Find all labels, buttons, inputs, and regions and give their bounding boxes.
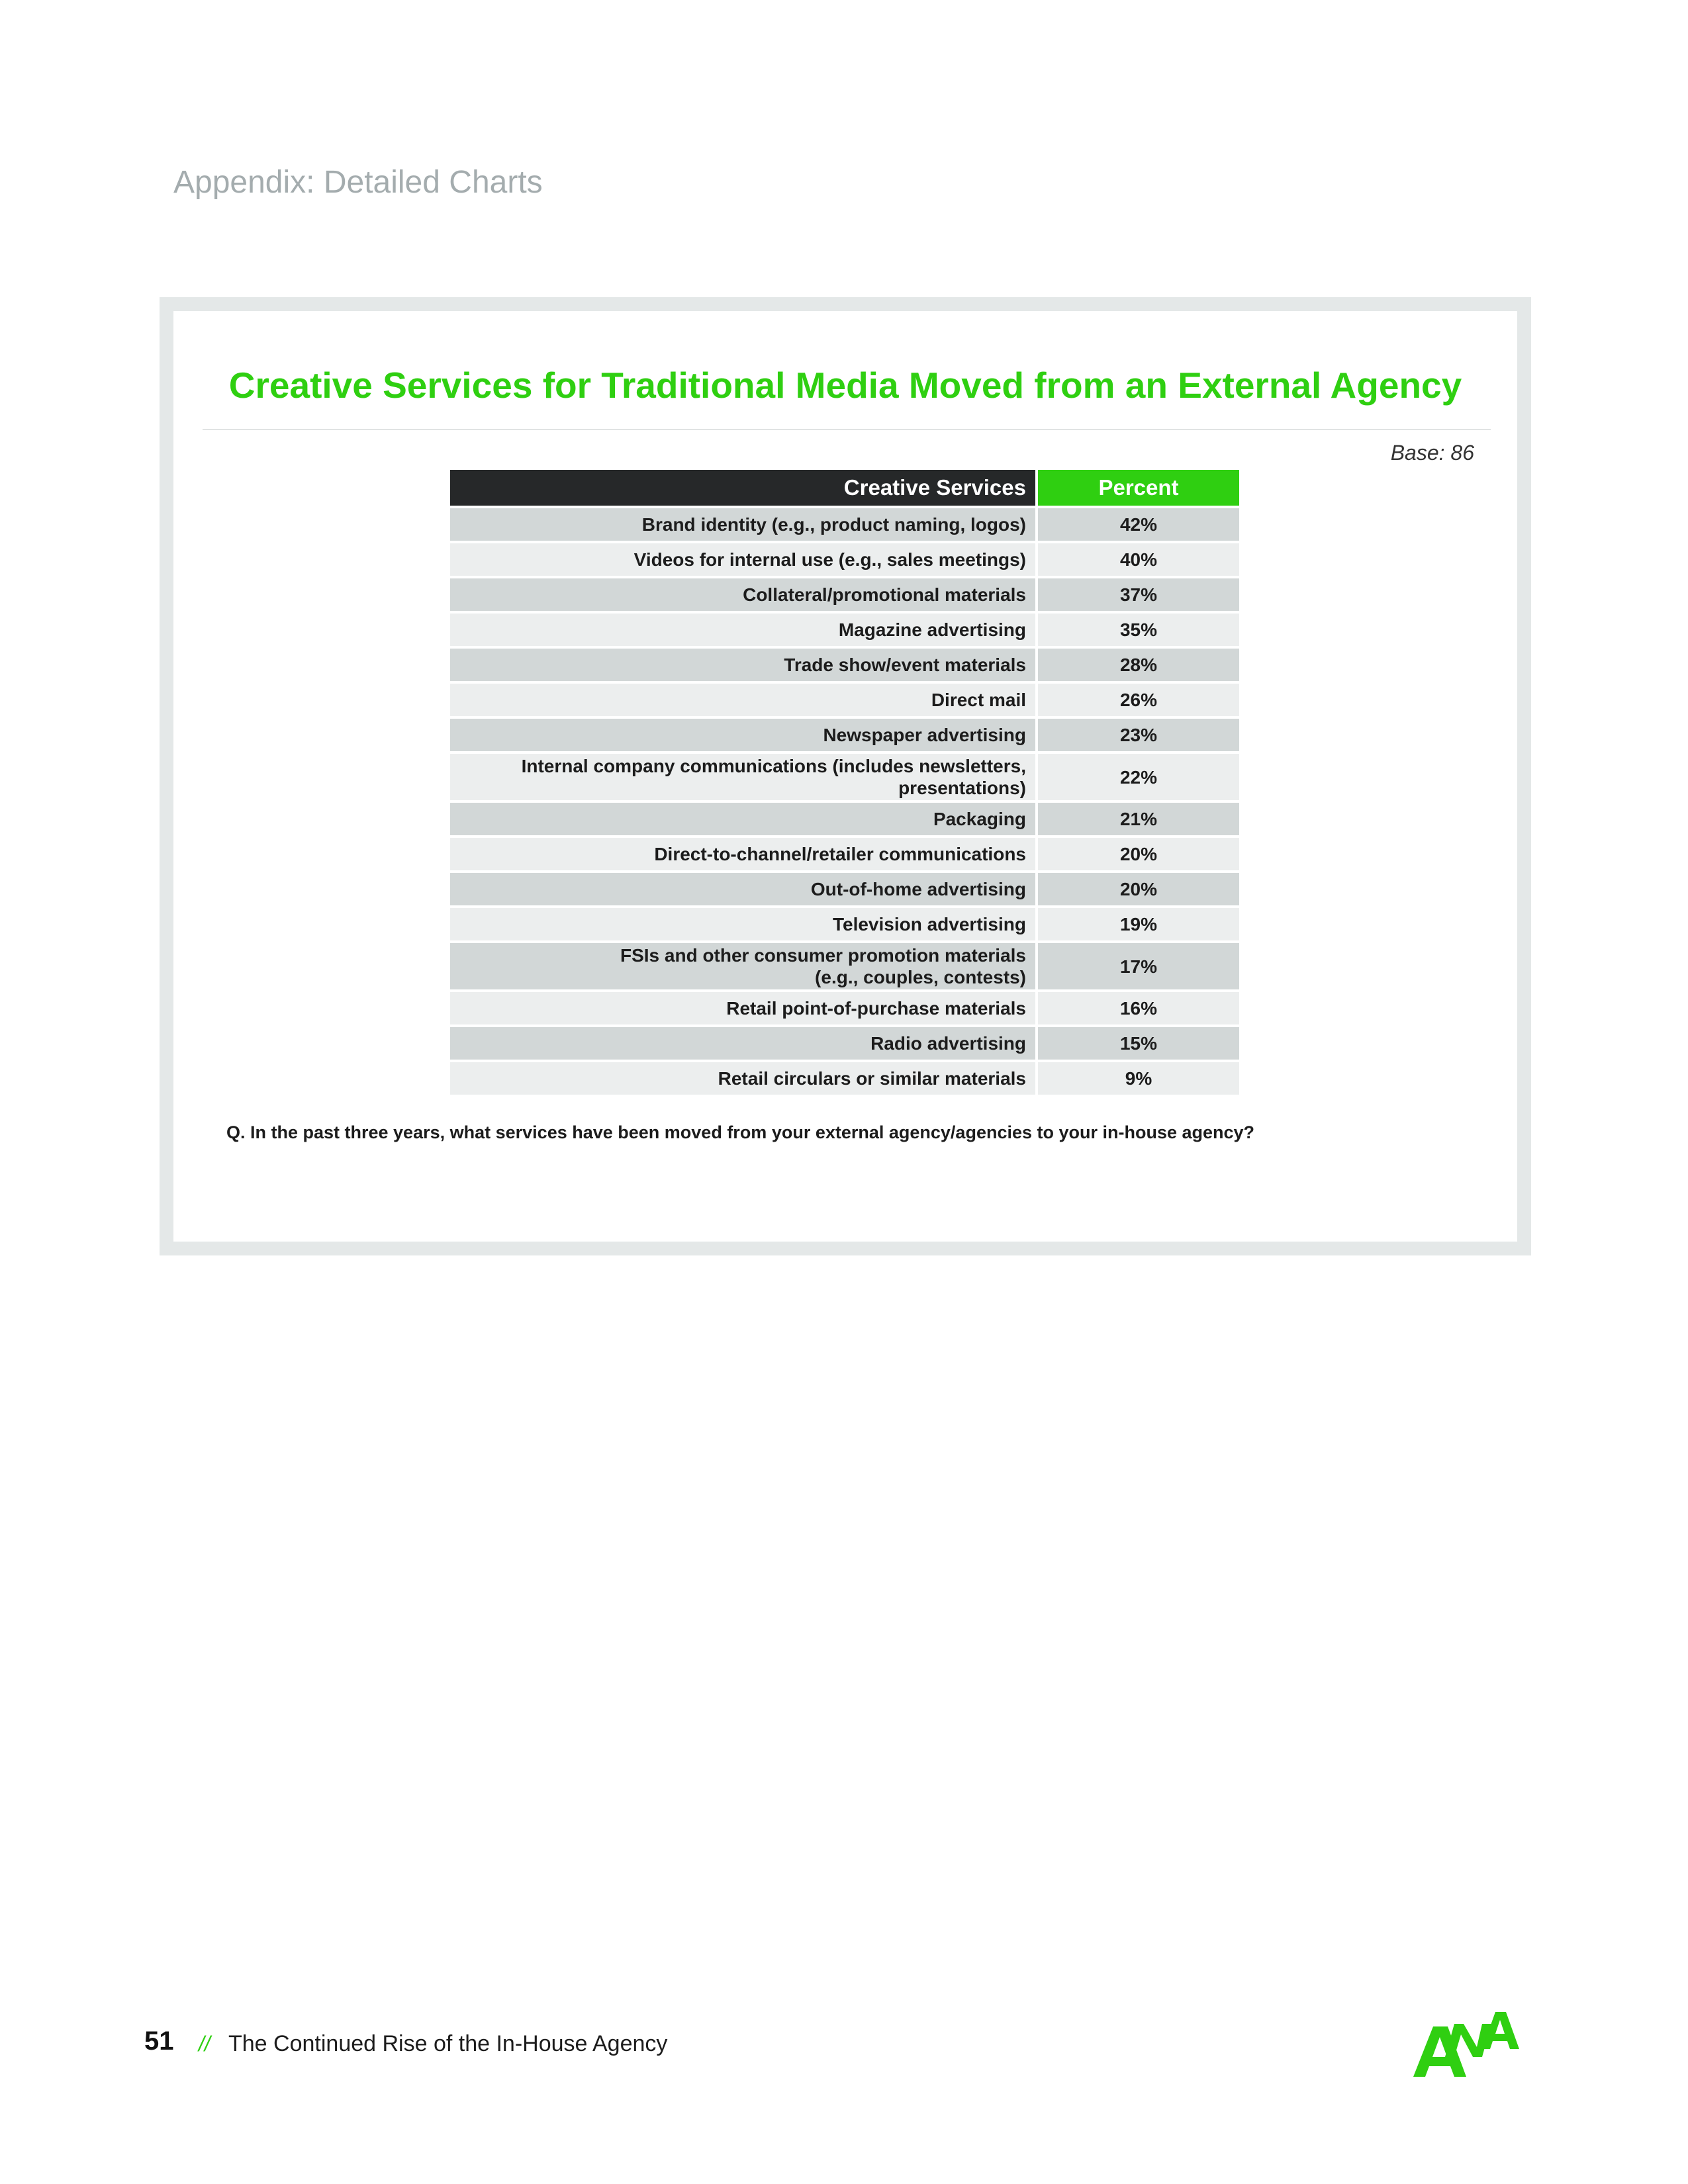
table-row	[450, 992, 1239, 1024]
service-cell: Television advertising	[450, 908, 1038, 940]
table-header-row	[450, 470, 1239, 506]
percent-cell: 40%	[1038, 543, 1239, 576]
percent-cell: 28%	[1038, 649, 1239, 681]
table-row	[450, 684, 1239, 716]
base-note: Base: 86	[1390, 441, 1474, 465]
service-line-1: FSIs and other consumer promotion materials	[620, 945, 1026, 966]
table-row	[450, 754, 1239, 800]
service-cell: Trade show/event materials	[450, 649, 1038, 681]
percent-cell: 20%	[1038, 873, 1239, 905]
service-line-1: Internal company communications (includes newsletters,	[521, 756, 1026, 776]
percent-cell: 17%	[1038, 943, 1239, 989]
table-row	[450, 908, 1239, 940]
service-cell: Direct mail	[450, 684, 1038, 716]
survey-question: Q. In the past three years, what services have been moved from your external agency/agencies to your in-house agency?	[226, 1122, 1255, 1142]
chart-panel	[173, 311, 1517, 1242]
chart-title: Creative Services for Traditional Media Moved from an External Agency	[228, 365, 1462, 406]
service-cell: Out-of-home advertising	[450, 873, 1038, 905]
percent-cell: 16%	[1038, 992, 1239, 1024]
service-cell: Direct-to-channel/retailer communications	[450, 838, 1038, 870]
table-row	[450, 943, 1239, 989]
percent-cell: 26%	[1038, 684, 1239, 716]
table-row	[450, 1062, 1239, 1095]
services-table	[450, 467, 1239, 1097]
table-row	[450, 614, 1239, 646]
service-cell: Brand identity (e.g., product naming, logos)	[450, 508, 1038, 541]
service-cell: Videos for internal use (e.g., sales meetings)	[450, 543, 1038, 576]
percent-cell: 15%	[1038, 1027, 1239, 1060]
table-row	[450, 719, 1239, 751]
table-row	[450, 649, 1239, 681]
table-row	[450, 508, 1239, 541]
service-line-2: presentations)	[898, 778, 1026, 798]
service-cell: Radio advertising	[450, 1027, 1038, 1060]
table-row	[450, 838, 1239, 870]
percent-cell: 9%	[1038, 1062, 1239, 1095]
service-line-2: (e.g., couples, contests)	[815, 967, 1026, 987]
service-cell: Retail circulars or similar materials	[450, 1062, 1038, 1095]
percent-cell: 23%	[1038, 719, 1239, 751]
column-header-percent: Percent	[1038, 470, 1239, 506]
service-cell: Newspaper advertising	[450, 719, 1038, 751]
title-divider	[203, 429, 1491, 430]
service-cell	[450, 943, 1038, 989]
percent-cell: 42%	[1038, 508, 1239, 541]
page-number: 51	[144, 2026, 174, 2056]
percent-cell: 22%	[1038, 754, 1239, 800]
table-row	[450, 1027, 1239, 1060]
percent-cell: 37%	[1038, 578, 1239, 611]
percent-cell: 19%	[1038, 908, 1239, 940]
table-row	[450, 873, 1239, 905]
footer-separator: //	[199, 2032, 211, 2056]
column-header-services: Creative Services	[450, 470, 1038, 506]
service-cell: Packaging	[450, 803, 1038, 835]
service-cell: Retail point-of-purchase materials	[450, 992, 1038, 1024]
section-title: Appendix: Detailed Charts	[173, 165, 543, 200]
chart-frame	[160, 297, 1531, 1255]
ana-logo-icon	[1413, 2011, 1519, 2077]
table-row	[450, 543, 1239, 576]
report-title: The Continued Rise of the In-House Agency	[228, 2031, 668, 2056]
percent-cell: 35%	[1038, 614, 1239, 646]
service-cell: Collateral/promotional materials	[450, 578, 1038, 611]
table-row	[450, 803, 1239, 835]
percent-cell: 20%	[1038, 838, 1239, 870]
percent-cell: 21%	[1038, 803, 1239, 835]
service-cell: Magazine advertising	[450, 614, 1038, 646]
table-row	[450, 578, 1239, 611]
service-cell	[450, 754, 1038, 800]
